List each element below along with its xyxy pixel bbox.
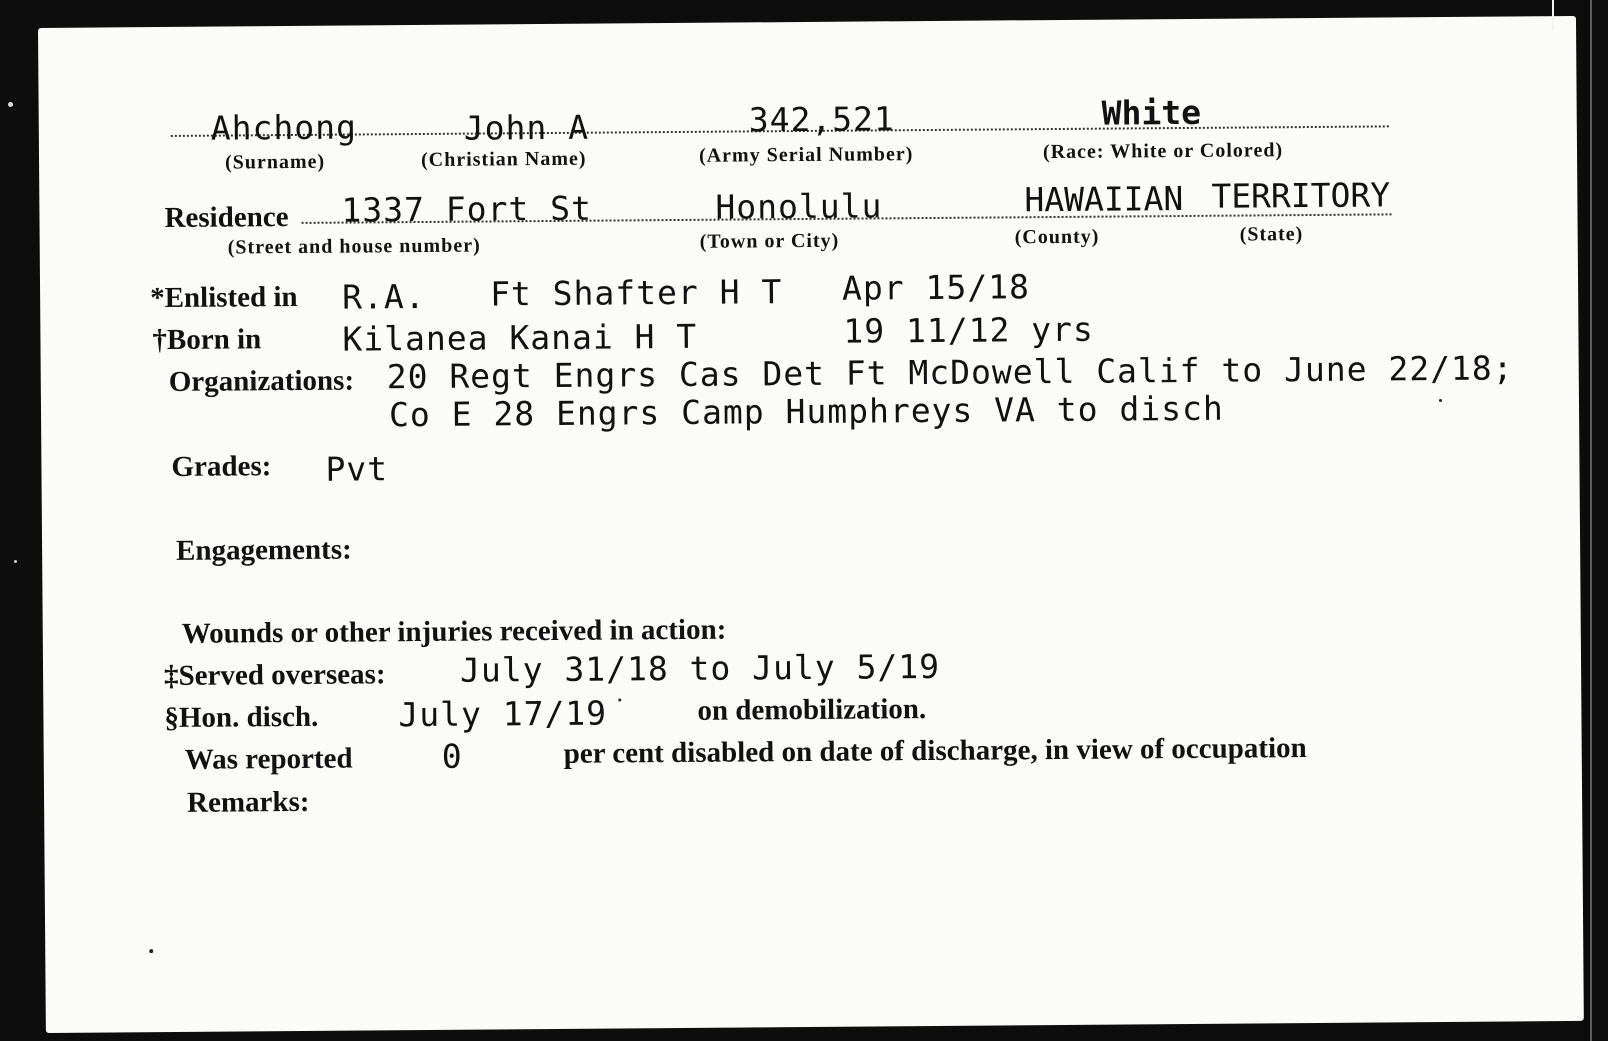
born-place: Kilanea Kanai H T: [342, 316, 698, 359]
city-value: Honolulu: [715, 186, 883, 227]
residence-label: Residence: [164, 201, 289, 235]
disability-percent: 0: [441, 736, 463, 776]
county-caption: (County): [1014, 225, 1100, 249]
state-value: TERRITORY: [1211, 175, 1391, 216]
served-overseas-label: ‡Served overseas:: [163, 658, 386, 693]
scan-speck: [1439, 399, 1442, 402]
scan-artifact: [1590, 0, 1592, 1041]
organizations-line-1: 20 Regt Engrs Cas Det Ft McDowell Calif to June 22/18;: [386, 348, 1514, 397]
street-value: 1337 Fort St: [341, 188, 593, 230]
organizations-line-2: Co E 28 Engrs Camp Humphreys VA to disch: [388, 388, 1224, 435]
city-caption: (Town or City): [699, 229, 840, 253]
remarks-label: Remarks:: [186, 785, 310, 819]
disability-suffix: per cent disabled on date of discharge, in view of occupation: [563, 732, 1307, 770]
service-record-card: [38, 16, 1584, 1033]
scan-speck: [14, 560, 17, 563]
scan-speck: [618, 698, 621, 701]
enlisted-date: Apr 15/18: [841, 267, 1031, 308]
serial-number-value: 342,521: [748, 99, 895, 140]
race-value: White: [1101, 92, 1202, 133]
born-age: 19 11/12 yrs: [843, 309, 1094, 351]
surname-caption: (Surname): [224, 150, 326, 174]
scan-speck: [149, 949, 153, 953]
state-caption: (State): [1239, 223, 1304, 246]
christian-name-value: John A: [463, 107, 590, 148]
enlisted-place: Ft Shafter H T: [489, 272, 783, 314]
scan-artifact: [1552, 0, 1554, 30]
scan-speck: [8, 102, 13, 107]
organizations-label: Organizations:: [168, 364, 355, 398]
surname-value: Ahchong: [210, 107, 358, 148]
engagements-label: Engagements:: [175, 533, 352, 567]
born-label: †Born in: [152, 323, 262, 357]
enlisted-branch: R.A.: [341, 276, 426, 317]
enlisted-label: *Enlisted in: [149, 280, 298, 315]
wounds-label: Wounds or other injuries received in action:: [181, 613, 727, 650]
grades-label: Grades:: [171, 450, 272, 483]
christian-name-caption: (Christian Name): [420, 147, 587, 171]
street-caption: (Street and house number): [227, 234, 481, 259]
discharge-label: §Hon. disch.: [164, 700, 319, 735]
serial-number-caption: (Army Serial Number): [698, 143, 914, 167]
disability-label: Was reported: [184, 742, 353, 776]
county-value: HAWAIIAN: [1024, 179, 1184, 220]
discharge-date: July 17/19: [398, 693, 608, 735]
served-overseas-value: July 31/18 to July 5/19: [459, 646, 941, 690]
grades-value: Pvt: [325, 449, 389, 489]
race-caption: (Race: White or Colored): [1042, 139, 1284, 164]
discharge-suffix: on demobilization.: [697, 693, 927, 727]
